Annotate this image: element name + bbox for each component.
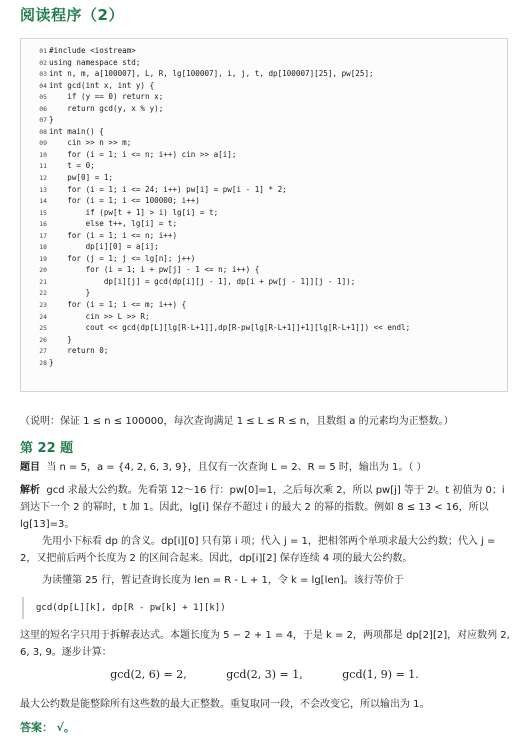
analysis-p1-text: gcd 求最大公约数。先看第 12～16 行：pw[0]=1，之后每次乘 2，所以 pw[j] 等于 2ʲ。t 初值为 0；i 到达下一个 2 的幂时，t 加 1。因此，lg[i] 保存不超过 i 的最大 2 的幂的指数。例如 8 ≤ 13 < 16，所以 lg[13]=3。 <box>20 485 505 530</box>
code-line <box>23 184 410 196</box>
code-line <box>23 103 410 115</box>
line-number: 19 <box>39 254 47 263</box>
code-text: for (i = 1; i <= 100000; i++) <box>49 196 200 206</box>
code-text: pw[0] = 1; <box>49 173 114 183</box>
section-title: 阅读程序（2） <box>20 6 124 24</box>
gcd-step: gcd(2, 6) = 2, <box>110 668 187 681</box>
code-text: cin >> L >> R; <box>49 311 150 321</box>
code-line <box>23 137 410 149</box>
code-text: for (i = 1; i <= n; i++) <box>49 230 178 240</box>
line-number: 21 <box>39 277 47 286</box>
line-number: 06 <box>39 104 47 113</box>
code-line <box>23 299 410 311</box>
line-number: 26 <box>39 335 47 344</box>
code-line <box>23 126 410 138</box>
code-text: if (y == 0) return x; <box>49 92 164 102</box>
line-number: 17 <box>39 231 47 240</box>
code-text: } <box>49 288 91 298</box>
code-text: return gcd(y, x % y); <box>49 103 164 113</box>
line-number: 18 <box>39 243 47 252</box>
code-line <box>23 218 410 230</box>
gcd-step: gcd(2, 3) = 1, <box>226 668 303 681</box>
code-line <box>23 91 410 103</box>
code-text: for (i = 1; i <= m; i++) { <box>49 300 187 310</box>
code-text: } <box>49 115 54 125</box>
code-text: #include <iostream> <box>49 46 136 55</box>
line-number: 12 <box>39 174 47 183</box>
line-number: 27 <box>39 347 47 356</box>
line-number: 24 <box>39 312 47 321</box>
code-text: cout << gcd(dp[L][lg[R-L+1]],dp[R-pw[lg[R-L+1]]+1][lg[R-L+1]]) << endl; <box>49 323 411 333</box>
gcd-step: gcd(1, 9) = 1. <box>342 668 419 681</box>
code-line <box>23 172 410 184</box>
code-line <box>23 230 410 242</box>
code-line <box>23 311 410 323</box>
line-number: 15 <box>39 208 47 217</box>
code-text: int n, m, a[100007], L, R, lg[100007], i, j, t, dp[100007][25], pw[25]; <box>49 69 374 79</box>
code-line <box>23 160 410 172</box>
code-line <box>23 114 410 126</box>
analysis-p5: 最大公约数是能整除所有这些数的最大正整数。重复取同一段，不会改变它，所以输出为 1。 <box>20 699 430 710</box>
code-line <box>23 80 410 92</box>
line-number: 08 <box>39 127 47 136</box>
line-number: 10 <box>39 150 47 159</box>
code-quote: gcd(dp[L][k], dp[R - pw[k] + 1][k]) <box>22 597 226 619</box>
code-line <box>23 345 410 357</box>
code-text: else t++, lg[i] = t; <box>49 219 178 229</box>
line-number: 23 <box>39 301 47 310</box>
code-text: int main() { <box>49 126 104 136</box>
code-text: int gcd(int x, int y) { <box>49 80 155 90</box>
code-text: } <box>49 357 54 367</box>
code-text: for (i = 1; i <= n; i++) cin >> a[i]; <box>49 149 237 159</box>
line-number: 04 <box>39 81 47 90</box>
code-text: if (pw[t + 1] > i) lg[i] = t; <box>49 207 219 217</box>
code-line <box>23 322 410 334</box>
line-number: 16 <box>39 220 47 229</box>
line-number: 22 <box>39 289 47 298</box>
code-line <box>23 253 410 265</box>
stem-label: 题目 <box>20 462 40 473</box>
code-text: cin >> n >> m; <box>49 138 132 148</box>
answer-label: 答案： <box>20 721 53 734</box>
line-number: 07 <box>39 116 47 125</box>
code-block <box>20 38 508 392</box>
code-text: } <box>49 334 72 344</box>
code-text: dp[i][j] = gcd(dp[i][j - 1], dp[i + pw[j - 1]][j - 1]); <box>49 276 356 286</box>
line-number: 14 <box>39 197 47 206</box>
analysis-p1 <box>20 482 510 533</box>
analysis-p4: 这里的短名字只用于拆解表达式。本题长度为 5 − 2 + 1 = 4，于是 k = 2，两项都是 dp[2][2]，对应数列 2, 6, 3, 9。逐步计算： <box>20 630 510 658</box>
code-line <box>23 241 410 253</box>
code-text: for (j = 1; j <= lg[n]; j++) <box>49 253 196 263</box>
code-text: using namespace std; <box>49 57 141 67</box>
code-line <box>23 195 410 207</box>
line-number: 25 <box>39 324 47 333</box>
analysis-p2: 先用小下标看 dp 的含义。dp[i][0] 只有第 i 项；代入 j = 1，把相邻两个单项求最大公约数；代入 j = 2，又把前后两个长度为 2 的区间合起来。因此，dp[i][2] 保存连续 4 项的最大公约数。 <box>20 536 496 564</box>
analysis-label: 解析 <box>20 485 40 496</box>
gcd-steps <box>0 668 529 681</box>
code-text: dp[i][0] = a[i]; <box>49 242 159 252</box>
code-text: t = 0; <box>49 161 95 171</box>
note-text: （说明：保证 1 ≤ n ≤ 100000，每次查询满足 1 ≤ L ≤ R ≤ n，且数组 a 的元素均为正整数。） <box>20 416 454 427</box>
line-number: 01 <box>39 47 47 55</box>
code-line <box>23 276 410 288</box>
code-lines <box>23 45 410 368</box>
answer <box>20 719 75 735</box>
code-line <box>23 207 410 219</box>
code-line <box>23 334 410 346</box>
question-stem <box>20 459 510 476</box>
code-line <box>23 357 410 369</box>
stem-text: 当 n = 5，a = {4, 2, 6, 3, 9}，且仅有一次查询 L = 2、R = 5 时，输出为 1。（ ） <box>46 462 427 473</box>
code-line <box>23 68 410 80</box>
code-line <box>23 149 410 161</box>
line-number: 28 <box>39 358 47 367</box>
code-text: for (i = 1; i + pw[j] - 1 <= n; i++) { <box>49 265 260 275</box>
line-number: 13 <box>39 185 47 194</box>
question-title: 第 22 题 <box>20 441 74 456</box>
line-number: 05 <box>39 93 47 102</box>
code-text: return 0; <box>49 346 109 356</box>
line-number: 20 <box>39 266 47 275</box>
code-line <box>23 264 410 276</box>
line-number: 09 <box>39 139 47 148</box>
analysis-p3: 为读懂第 25 行，暂记查询长度为 len = R - L + 1，令 k = lg[len]。该行等价于 <box>42 575 404 586</box>
code-line <box>23 287 410 299</box>
code-line <box>23 45 410 57</box>
line-number: 03 <box>39 70 47 79</box>
line-number: 11 <box>39 162 47 171</box>
code-line <box>23 57 410 69</box>
code-text: for (i = 1; i <= 24; i++) pw[i] = pw[i - 1] * 2; <box>49 184 287 194</box>
answer-value: √。 <box>56 721 75 734</box>
line-number: 02 <box>39 58 47 67</box>
